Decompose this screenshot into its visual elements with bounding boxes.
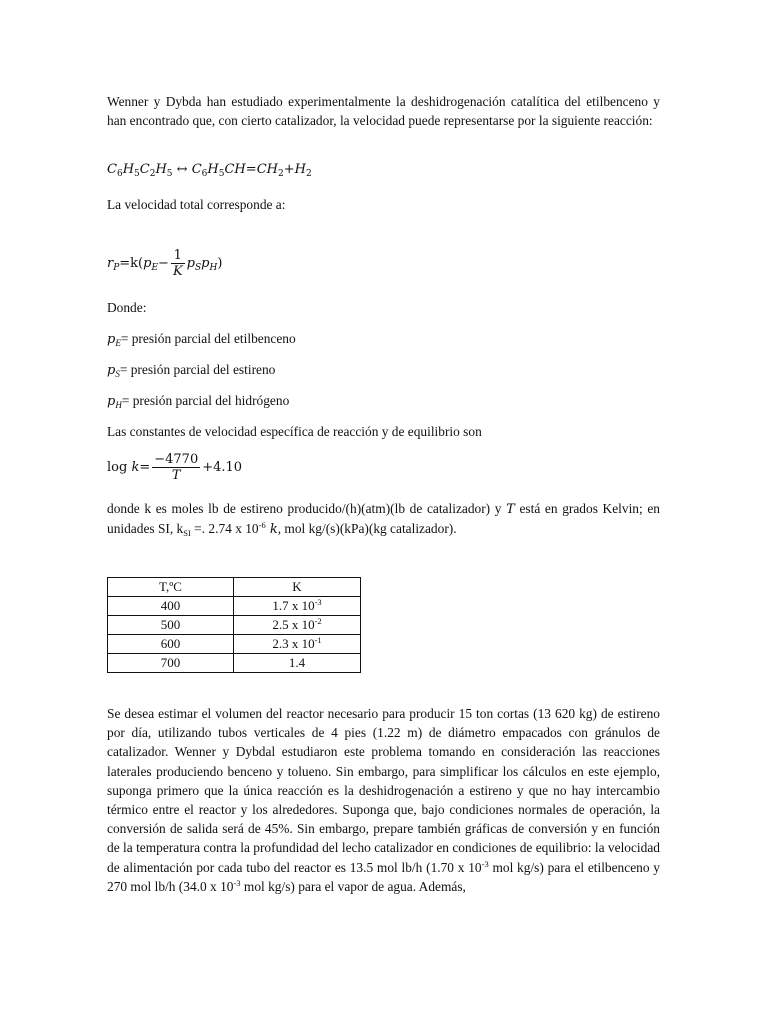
k-cell: 2.5 x $10^{-2}$ <box>234 616 361 635</box>
table-row <box>108 616 361 635</box>
rate-equation: $r_P=k(p_E-$ $\frac{1}{K}$ $p_Sp_H$) <box>107 248 223 279</box>
column-header: K <box>234 578 361 597</box>
temperature-cell: 700 <box>108 654 234 673</box>
total-rate-label: La velocidad total corresponde a: <box>107 197 286 212</box>
definition-pS: $p_S=$ presión parcial del estireno <box>107 362 276 379</box>
table-row <box>108 635 361 654</box>
k-cell: 1.7 x $10^{-3}$ <box>234 597 361 616</box>
closing-paragraph: Se desea estimar el volumen del reactor necesario para producir 15 ton cortas (13 620 kg) de estireno por día, utilizando tubos verticales de 4 pies (1.22 m) de diámetro empacados con gránulos de catalizador. Wenner y Dybdal estudiaron este problema tomando en consideración las reacciones laterales produciendo benceno y tolueno. Sin embargo, para simplificar los cálculos en este ejemplo, suponga primero que la única reacción es la deshidrogenación a estireno y que no hay intercambio térmico entre el reactor y los alrededores. Suponga que, bajo condiciones normales de operación, la conversión de salida será de 45%. Sin embargo, prepare también gráficas de conversión y en función de la temperatura contra la profundidad del lecho catalizador en condiciones de equilibrio: la velocidad de alimentación por cada tubo del reactor es 13.5 mol lb/h (1.70 x $10^{-3}$ mol kg/s) para el etilbenceno y 270 mol lb/h (34.0 x $10^{-3}$ mol kg/s) para el vapor de agua. Además, <box>107 706 660 894</box>
table-row <box>108 654 361 673</box>
k-cell: 2.3 x $10^{-1}$ <box>234 635 361 654</box>
intro-paragraph: Wenner y Dybda han estudiado experimentalmente la deshidrogenación catalítica del etilbenceno y han encontrado que, con cierto catalizador, la velocidad puede representarse por la siguiente reacción: <box>107 94 660 129</box>
definition-pH: $p_H=$ presión parcial del hidrógeno <box>107 393 290 410</box>
definition-pE: $p_E=$ presión parcial del etilbenceno <box>107 331 296 348</box>
temperature-cell: 400 <box>108 597 234 616</box>
reaction-equation: $C_6H_5C_2H_5$ ↔ $C_6H_5CH=CH_2+H_2$ <box>107 162 312 179</box>
constants-intro: Las constantes de velocidad específica de reacción y de equilibrio son <box>107 424 482 439</box>
column-header: T,ºC <box>108 578 234 597</box>
temperature-cell: 500 <box>108 616 234 635</box>
where-label: Donde: <box>107 300 147 315</box>
table-header-row <box>108 578 361 597</box>
table-row <box>108 597 361 616</box>
temperature-cell: 600 <box>108 635 234 654</box>
equilibrium-constants-table <box>107 577 361 673</box>
units-paragraph: donde k es moles lb de estireno producido/(h)(atm)(lb de catalizador) y T está en grados Kelvin; en unidades SI, $k_{SI}$ =. 2.74 x $10^{-6}$ k, mol kg/(s)(kPa)(kg catalizador). <box>107 501 661 539</box>
log-equation: log k= $\frac{-4770}{T}$ +4.10 <box>107 452 243 483</box>
k-cell: 1.4 <box>234 654 361 673</box>
